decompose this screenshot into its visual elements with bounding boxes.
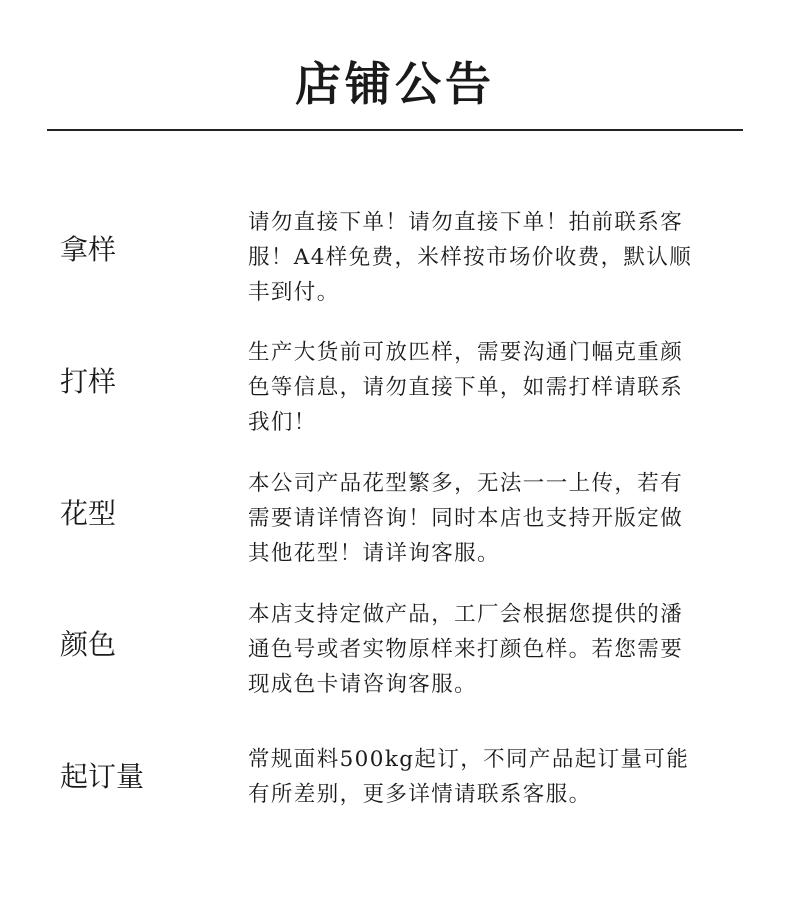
text-line: 服！A4样免费，米样按市场价收费，默认顺 bbox=[248, 245, 693, 270]
text-line: 我们！ bbox=[248, 410, 317, 435]
section-text bbox=[248, 205, 692, 310]
text-line: 通色号或者实物原样来打颜色样。若您需要 bbox=[248, 637, 684, 662]
section-label: 颜色 bbox=[60, 628, 117, 661]
page-title: 店铺公告 bbox=[295, 57, 495, 111]
section-label: 拿样 bbox=[60, 233, 117, 266]
section-text bbox=[248, 597, 683, 702]
text-line: 色等信息，请勿直接下单，如需打样请联系 bbox=[248, 375, 684, 400]
section-label: 打样 bbox=[60, 365, 117, 398]
text-line: 其他花型！请详询客服。 bbox=[248, 541, 500, 566]
text-line: 本公司产品花型繁多，无法一一上传，若有 bbox=[248, 471, 684, 496]
text-line: 需要请详情咨询！同时本店也支持开版定做 bbox=[248, 506, 684, 531]
section-text bbox=[248, 335, 683, 440]
title-divider bbox=[47, 129, 743, 131]
text-line: 现成色卡请咨询客服。 bbox=[248, 672, 478, 697]
text-line: 丰到付。 bbox=[248, 280, 340, 305]
text-line: 生产大货前可放匹样，需要沟通门幅克重颜 bbox=[248, 340, 684, 365]
section-text bbox=[248, 742, 689, 812]
text-line: 有所差别，更多详情请联系客服。 bbox=[248, 782, 592, 807]
text-line: 本店支持定做产品，工厂会根据您提供的潘 bbox=[248, 602, 684, 627]
section-label: 起订量 bbox=[60, 760, 145, 793]
section-text bbox=[248, 466, 683, 571]
section-label: 花型 bbox=[60, 497, 117, 530]
text-line: 常规面料500kg起订，不同产品起订量可能 bbox=[248, 747, 690, 772]
text-line: 请勿直接下单！请勿直接下单！拍前联系客 bbox=[248, 210, 684, 235]
